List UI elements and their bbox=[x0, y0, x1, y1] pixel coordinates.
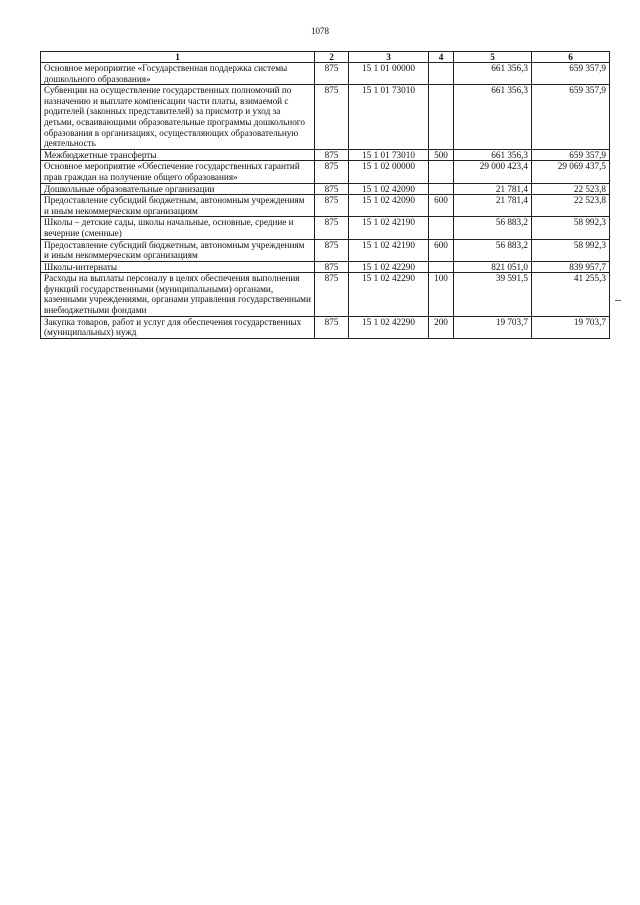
cell-type bbox=[429, 85, 454, 150]
cell-type: 600 bbox=[429, 239, 454, 261]
cell-type bbox=[429, 161, 454, 183]
cell-sum1: 56 883,2 bbox=[454, 217, 532, 239]
cell-sum2: 58 992,3 bbox=[532, 217, 610, 239]
cell-target: 15 1 01 73010 bbox=[349, 85, 429, 150]
cell-name: Предоставление субсидий бюджетным, автономным учреждениям и иным некоммерческим организациям bbox=[41, 239, 315, 261]
cell-sum2: 41 255,3 bbox=[532, 273, 610, 316]
cell-name: Субвенции на осуществление государственных полномочий по назначению и выплате компенсации части платы, взимаемой с родителей (законных представителей) за присмотр и уход за детьми, осваивающими образовательные программы дошкольного образования в организациях, осуществляющих образовательную деятельность bbox=[41, 85, 315, 150]
cell-sum1: 661 356,3 bbox=[454, 149, 532, 161]
cell-name: Предоставление субсидий бюджетным, автономным учреждениям и иным некоммерческим организациям bbox=[41, 195, 315, 217]
cell-ministry: 875 bbox=[315, 85, 349, 150]
cell-target: 15 1 01 73010 bbox=[349, 149, 429, 161]
cell-type: 500 bbox=[429, 149, 454, 161]
cell-type: 600 bbox=[429, 195, 454, 217]
cell-target: 15 1 02 00000 bbox=[349, 161, 429, 183]
cell-sum1: 661 356,3 bbox=[454, 63, 532, 85]
cell-ministry: 875 bbox=[315, 261, 349, 273]
cell-target: 15 1 02 42090 bbox=[349, 183, 429, 195]
col-header-type: 4 bbox=[429, 52, 454, 63]
table-row bbox=[41, 239, 610, 261]
cell-sum1: 821 051,0 bbox=[454, 261, 532, 273]
cell-sum2: 659 357,9 bbox=[532, 149, 610, 161]
cell-target: 15 1 02 42090 bbox=[349, 195, 429, 217]
cell-ministry: 875 bbox=[315, 161, 349, 183]
cell-sum1: 19 703,7 bbox=[454, 316, 532, 338]
cell-name: Закупка товаров, работ и услуг для обеспечения государственных (муниципальных) нужд bbox=[41, 316, 315, 338]
col-header-target: 3 bbox=[349, 52, 429, 63]
cell-sum1: 21 781,4 bbox=[454, 183, 532, 195]
cell-type bbox=[429, 217, 454, 239]
cell-name: Дошкольные образовательные организации bbox=[41, 183, 315, 195]
cell-ministry: 875 bbox=[315, 183, 349, 195]
cell-name: Школы-интернаты bbox=[41, 261, 315, 273]
cell-ministry: 875 bbox=[315, 149, 349, 161]
table-row bbox=[41, 261, 610, 273]
cell-sum2: 659 357,9 bbox=[532, 85, 610, 150]
col-header-ministry: 2 bbox=[315, 52, 349, 63]
cell-type: 200 bbox=[429, 316, 454, 338]
table-row bbox=[41, 85, 610, 150]
cell-target: 15 1 02 42190 bbox=[349, 239, 429, 261]
cell-type bbox=[429, 63, 454, 85]
table-row bbox=[41, 273, 610, 316]
cell-sum1: 29 000 423,4 bbox=[454, 161, 532, 183]
table-body bbox=[41, 63, 610, 339]
margin-mark bbox=[615, 300, 621, 301]
cell-target: 15 1 02 42290 bbox=[349, 316, 429, 338]
table-row bbox=[41, 195, 610, 217]
cell-name: Основное мероприятие «Обеспечение государственных гарантий прав граждан на получение общего образования» bbox=[41, 161, 315, 183]
cell-sum2: 22 523,8 bbox=[532, 195, 610, 217]
cell-type bbox=[429, 183, 454, 195]
table-row bbox=[41, 217, 610, 239]
table-row bbox=[41, 149, 610, 161]
cell-sum2: 659 357,9 bbox=[532, 63, 610, 85]
budget-table bbox=[40, 51, 610, 339]
table-header-row bbox=[41, 52, 610, 63]
cell-name: Межбюджетные трансферты bbox=[41, 149, 315, 161]
cell-target: 15 1 01 00000 bbox=[349, 63, 429, 85]
cell-sum2: 22 523,8 bbox=[532, 183, 610, 195]
cell-target: 15 1 02 42290 bbox=[349, 261, 429, 273]
cell-type bbox=[429, 261, 454, 273]
cell-ministry: 875 bbox=[315, 63, 349, 85]
cell-target: 15 1 02 42190 bbox=[349, 217, 429, 239]
cell-name: Расходы на выплаты персоналу в целях обеспечения выполнения функций государственными (муниципальными) органами, казенными учреждениями, органами управления государственными внебюджетными фондами bbox=[41, 273, 315, 316]
cell-sum2: 58 992,3 bbox=[532, 239, 610, 261]
cell-sum2: 29 069 437,5 bbox=[532, 161, 610, 183]
cell-sum1: 56 883,2 bbox=[454, 239, 532, 261]
cell-sum2: 19 703,7 bbox=[532, 316, 610, 338]
cell-ministry: 875 bbox=[315, 217, 349, 239]
table-row bbox=[41, 161, 610, 183]
cell-name: Основное мероприятие «Государственная поддержка системы дошкольного образования» bbox=[41, 63, 315, 85]
cell-ministry: 875 bbox=[315, 316, 349, 338]
col-header-sum1: 5 bbox=[454, 52, 532, 63]
cell-ministry: 875 bbox=[315, 273, 349, 316]
cell-target: 15 1 02 42290 bbox=[349, 273, 429, 316]
cell-sum1: 661 356,3 bbox=[454, 85, 532, 150]
cell-ministry: 875 bbox=[315, 239, 349, 261]
table-row bbox=[41, 316, 610, 338]
cell-name: Школы – детские сады, школы начальные, основные, средние и вечерние (сменные) bbox=[41, 217, 315, 239]
cell-sum1: 21 781,4 bbox=[454, 195, 532, 217]
table-row bbox=[41, 63, 610, 85]
col-header-sum2: 6 bbox=[532, 52, 610, 63]
cell-sum2: 839 957,7 bbox=[532, 261, 610, 273]
table-row bbox=[41, 183, 610, 195]
col-header-name: 1 bbox=[41, 52, 315, 63]
page-number: 1078 bbox=[311, 26, 329, 36]
cell-type: 100 bbox=[429, 273, 454, 316]
cell-ministry: 875 bbox=[315, 195, 349, 217]
cell-sum1: 39 591,5 bbox=[454, 273, 532, 316]
